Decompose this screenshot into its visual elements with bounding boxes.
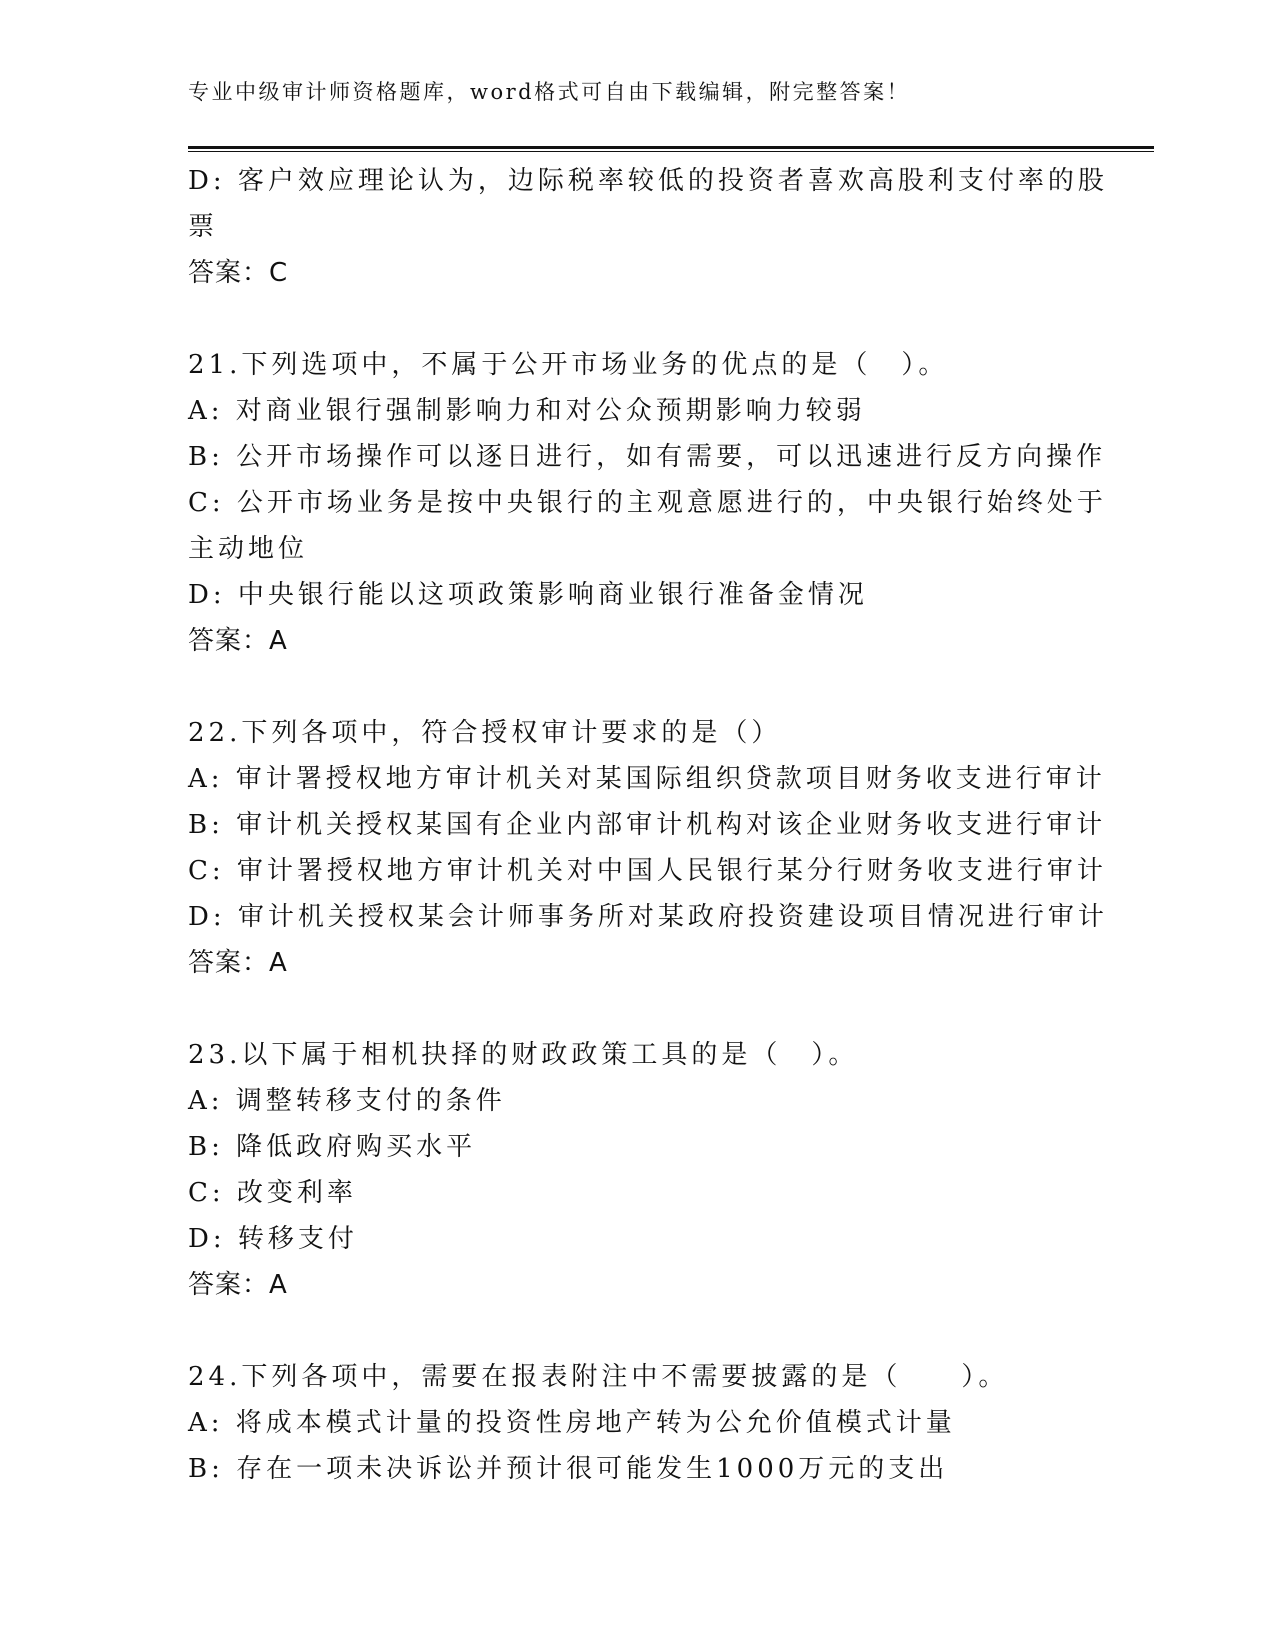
question-22	[188, 710, 1108, 986]
option-a: A: 调整转移支付的条件	[188, 1086, 506, 1116]
question-text: 23.以下属于相机抉择的财政政策工具的是（ ）。	[188, 1040, 859, 1070]
spacer	[188, 1308, 1088, 1354]
option-d: D: 中央银行能以这项政策影响商业银行准备金情况	[188, 580, 868, 610]
header-rule-thick	[188, 146, 1154, 149]
header-rule-thin	[188, 151, 1154, 152]
option-a: A: 审计署授权地方审计机关对某国际组织贷款项目财务收支进行审计	[188, 764, 1106, 794]
option-d: D: 转移支付	[188, 1224, 358, 1254]
option-d: D: 客户效应理论认为，边际税率较低的投资者喜欢高股利支付率的股	[188, 166, 1108, 196]
option-b: B: 降低政府购买水平	[188, 1132, 477, 1162]
option-a: A: 对商业银行强制影响力和对公众预期影响力较弱	[188, 396, 866, 426]
question-23	[188, 1032, 1088, 1308]
question-text: 22.下列各项中，符合授权审计要求的是（）	[188, 718, 782, 748]
question-text: 21.下列选项中，不属于公开市场业务的优点的是（ ）。	[188, 350, 949, 380]
option-c-continued: 主动地位	[188, 534, 309, 564]
option-a: A: 将成本模式计量的投资性房地产转为公允价值模式计量	[188, 1408, 956, 1438]
option-b: B: 审计机关授权某国有企业内部审计机构对该企业财务收支进行审计	[188, 810, 1107, 840]
spacer	[188, 664, 1088, 710]
document-body	[188, 158, 1108, 1492]
page-header: 专业中级审计师资格题库，word格式可自由下载编辑，附完整答案！	[188, 80, 911, 104]
option-d-continued: 票	[188, 212, 219, 242]
option-c: C: 审计署授权地方审计机关对中国人民银行某分行财务收支进行审计	[188, 856, 1107, 886]
option-c: C: 改变利率	[188, 1178, 357, 1208]
spacer	[188, 986, 1088, 1032]
answer: 答案：A	[188, 948, 288, 978]
question-21	[188, 342, 1107, 664]
answer: 答案：A	[188, 1270, 288, 1300]
option-d: D: 审计机关授权某会计师事务所对某政府投资建设项目情况进行审计	[188, 902, 1108, 932]
prev-question-block	[188, 158, 1108, 296]
question-24	[188, 1354, 1088, 1492]
option-c: C: 公开市场业务是按中央银行的主观意愿进行的，中央银行始终处于	[188, 488, 1107, 518]
option-b: B: 公开市场操作可以逐日进行，如有需要，可以迅速进行反方向操作	[188, 442, 1107, 472]
question-text: 24.下列各项中，需要在报表附注中不需要披露的是（ ）。	[188, 1362, 1009, 1392]
answer: 答案：C	[188, 258, 289, 288]
answer: 答案：A	[188, 626, 288, 656]
spacer	[188, 296, 1088, 342]
option-b: B: 存在一项未决诉讼并预计很可能发生1000万元的支出	[188, 1454, 949, 1484]
